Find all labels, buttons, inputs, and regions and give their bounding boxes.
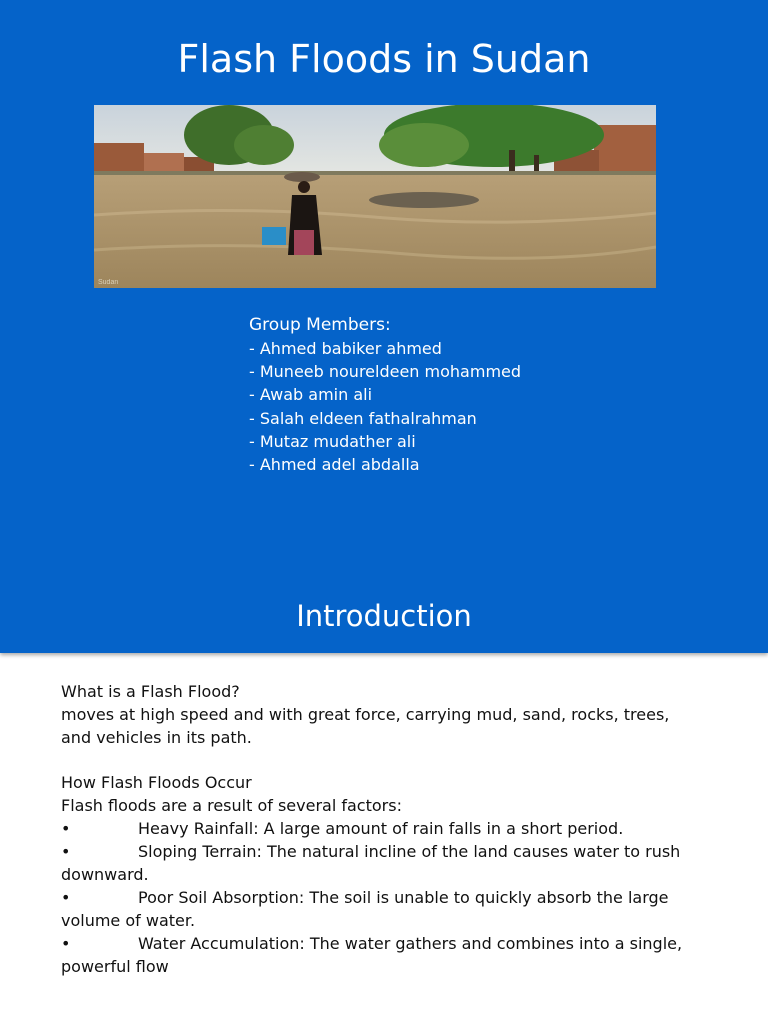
member-item: - Mutaz mudather ali <box>249 431 416 451</box>
bullet-item <box>61 840 701 886</box>
intro-body <box>61 680 701 978</box>
bullet-text: Poor Soil Absorption: The soil is unable to quickly absorb the large volume of water. <box>61 888 669 930</box>
bullet-glyph: • <box>61 888 71 907</box>
bullet-text: Sloping Terrain: The natural incline of the land causes water to rush downward. <box>61 842 681 884</box>
intro-slide-title: Introduction <box>296 599 472 633</box>
question-flash-flood: What is a Flash Flood? <box>61 682 240 701</box>
group-members <box>249 313 521 476</box>
factors-lead: Flash floods are a result of several factors: <box>61 796 402 815</box>
photo-credit: Sudan <box>98 279 119 286</box>
member-item: - Ahmed babiker ahmed <box>249 339 442 358</box>
answer-flash-flood: moves at high speed and with great force, carrying mud, sand, rocks, trees, and vehicles in its path. <box>61 705 670 747</box>
member-item: - Awab amin ali <box>249 385 373 405</box>
bullet-item <box>61 817 701 840</box>
bullet-glyph: • <box>61 934 71 953</box>
question-how-occur: How Flash Floods Occur <box>61 773 252 792</box>
flood-photo <box>94 105 656 288</box>
member-item: - Muneeb noureldeen mohammed <box>249 362 522 382</box>
bullet-item <box>61 886 701 932</box>
bullet-text: Heavy Rainfall: A large amount of rain falls in a short period. <box>138 819 624 838</box>
bullet-text: Water Accumulation: The water gathers and combines into a single, powerful flow <box>61 934 683 976</box>
bullet-glyph: • <box>61 842 71 861</box>
slide-title: Flash Floods in Sudan <box>177 37 591 81</box>
flood-photo-illustration <box>94 105 656 288</box>
members-heading: Group Members: <box>249 315 391 335</box>
bullet-glyph: • <box>61 819 71 838</box>
bullet-item <box>61 932 701 978</box>
member-item: - Salah eldeen fathalrahman <box>249 408 477 428</box>
member-item: - Ahmed adel abdalla <box>249 455 420 475</box>
